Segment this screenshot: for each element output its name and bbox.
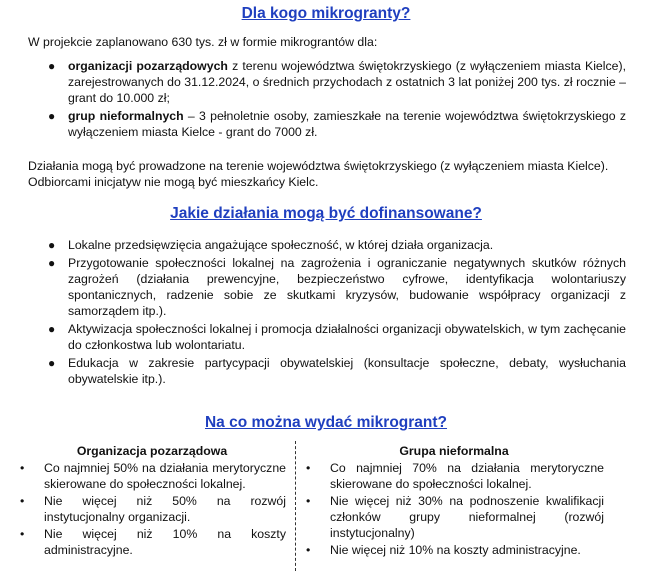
list-item bbox=[18, 460, 286, 492]
list-item bbox=[48, 355, 626, 387]
heading-for-whom: Dla kogo mikrogranty? bbox=[241, 5, 411, 22]
list-item bbox=[48, 321, 626, 353]
recipient-type: grup nieformalnych bbox=[68, 109, 184, 123]
activity-text: Przygotowanie społeczności lokalnej na zagrożenia i ograniczanie negatywnych skutków różnych zagrożeń (działania prewencyjne, bezpieczeństwo cyfrowe, identyfikacja wolontariuszy spontanicznych, radzenie sobie ze skutkami kryzysów, budowanie współpracy organizacji z samorządem itp.). bbox=[68, 256, 626, 318]
outro-text: Działania mogą być prowadzone na terenie województwa świętokrzyskiego (z wyłączeniem miasta Kielce). Odbiorcami inicjatyw nie mogą być mieszkańcy Kielc. bbox=[28, 159, 609, 189]
list-item bbox=[48, 108, 626, 140]
recipient-type: organizacji pozarządowych bbox=[68, 59, 228, 73]
activities-list bbox=[48, 237, 626, 389]
bullet-icon: ● bbox=[48, 238, 56, 252]
spending-rule: Nie więcej niż 10% na koszty administracyjne. bbox=[330, 543, 581, 557]
list-item bbox=[48, 255, 626, 319]
bullet-icon: ● bbox=[48, 356, 56, 370]
column-divider bbox=[295, 441, 296, 571]
list-item bbox=[18, 493, 286, 525]
recipient-desc: – 3 pełnoletnie osoby, zamieszkałe na terenie województwa świętokrzyskiego z wyłączeniem miasta Kielce - grant do 7000 zł. bbox=[68, 109, 626, 139]
list-item bbox=[304, 493, 604, 541]
ngo-column-title: Organizacja pozarządowa bbox=[76, 444, 228, 458]
bullet-icon: • bbox=[20, 461, 25, 475]
list-item bbox=[18, 526, 286, 558]
bullet-icon: • bbox=[20, 494, 25, 508]
bullet-icon: ● bbox=[48, 322, 56, 336]
bullet-icon: • bbox=[306, 543, 311, 557]
spending-rule: Co najmniej 50% na działania merytoryczne skierowane do społeczności lokalnej. bbox=[44, 461, 286, 491]
heading-spending: Na co można wydać mikrogrant? bbox=[204, 414, 448, 431]
bullet-icon: • bbox=[306, 494, 311, 508]
heading-activities: Jakie działania mogą być dofinansowane? bbox=[170, 205, 482, 222]
activity-text: Aktywizacja społeczności lokalnej i promocja działalności organizacji obywatelskich, w tym zachęcanie do członkostwa lub wolontariatu. bbox=[68, 322, 626, 352]
intro-text: W projekcie zaplanowano 630 tys. zł w formie mikrograntów dla: bbox=[28, 35, 378, 49]
bullet-icon: ● bbox=[48, 109, 56, 123]
bullet-icon: • bbox=[306, 461, 311, 475]
activity-text: Edukacja w zakresie partycypacji obywatelskiej (konsultacje społeczne, debaty, wysłuchania obywatelskie itp.). bbox=[68, 356, 626, 386]
spending-rule: Nie więcej niż 30% na podnoszenie kwalifikacji członków grupy nieformalnej (rozwój instytucjonalny) bbox=[330, 494, 604, 540]
informal-group-column-title: Grupa nieformalna bbox=[399, 444, 509, 458]
spending-rule: Co najmniej 70% na działania merytoryczne skierowane do społeczności lokalnej. bbox=[330, 461, 604, 491]
bullet-icon: • bbox=[20, 527, 25, 541]
recipient-desc: z terenu województwa świętokrzyskiego (z wyłączeniem miasta Kielce), zarejestrowanych do 31.12.2024, o średnich przychodach z ostatnich 3 lat poniżej 200 tys. zł rocznie – grant do 10.000 zł; bbox=[68, 59, 626, 105]
informal-group-column bbox=[304, 443, 604, 559]
activity-text: Lokalne przedsięwzięcia angażujące społeczność, w której działa organizacja. bbox=[68, 238, 494, 252]
list-item bbox=[48, 237, 626, 253]
list-item bbox=[304, 542, 604, 558]
recipients-list bbox=[48, 58, 626, 142]
bullet-icon: ● bbox=[48, 256, 56, 270]
spending-rule: Nie więcej niż 50% na rozwój instytucjonalny organizacji. bbox=[44, 494, 286, 524]
ngo-column bbox=[18, 443, 286, 559]
bullet-icon: ● bbox=[48, 59, 56, 73]
spending-rule: Nie więcej niż 10% na koszty administracyjne. bbox=[44, 527, 286, 557]
list-item bbox=[48, 58, 626, 106]
list-item bbox=[304, 460, 604, 492]
